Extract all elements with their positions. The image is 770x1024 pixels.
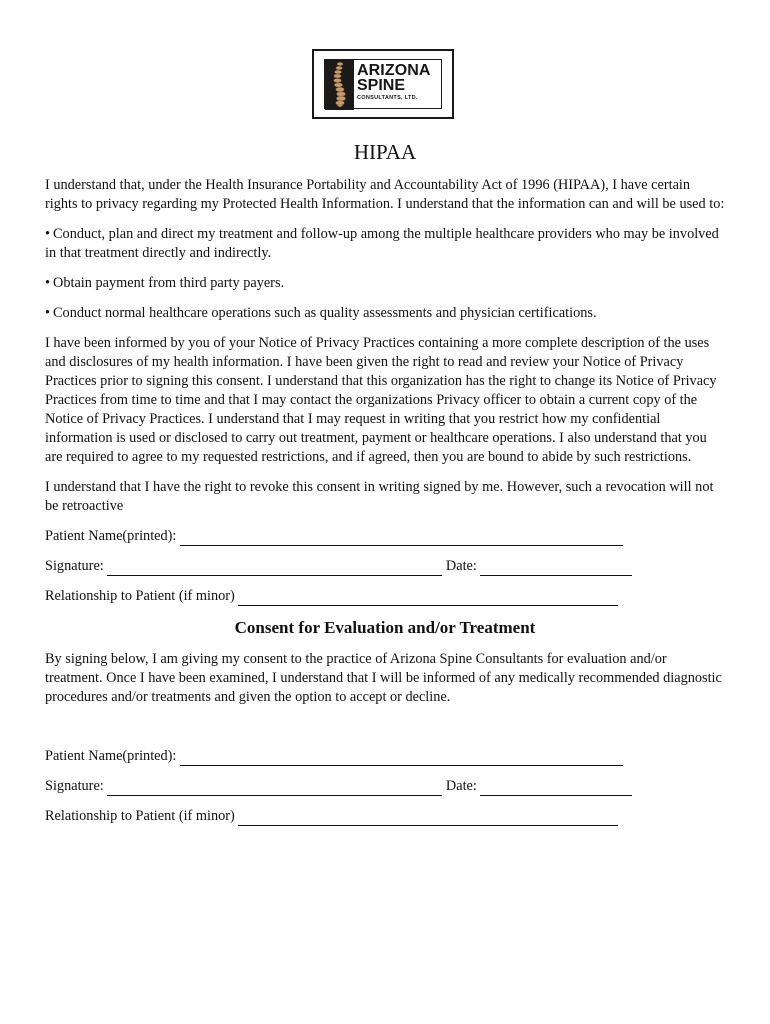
relationship-field-2	[45, 807, 725, 826]
bullet-treatment-text: Conduct, plan and direct my treatment and follow-up among the multiple healthcare providers who may be involved in that treatment directly and indirectly.	[45, 226, 719, 261]
signature-input-line-2[interactable]	[107, 781, 442, 796]
consent-title: Consent for Evaluation and/or Treatment	[234, 618, 536, 637]
logo-line-consultants: CONSULTANTS, LTD.	[357, 95, 418, 101]
spine-icon	[325, 60, 354, 110]
relationship-input-line[interactable]	[238, 591, 618, 606]
patient-name-input-line-2[interactable]	[180, 751, 623, 766]
patient-name-label: Patient Name(printed):	[45, 528, 180, 544]
patient-name-label-2: Patient Name(printed):	[45, 748, 180, 764]
company-logo	[312, 49, 454, 119]
hipaa-title: HIPAA	[353, 140, 417, 164]
bullet-treatment	[45, 225, 725, 263]
signature-input-line[interactable]	[107, 561, 442, 576]
patient-name-field-2	[45, 747, 725, 766]
date-input-line-2[interactable]	[480, 781, 632, 796]
document-body	[45, 140, 725, 837]
hipaa-intro: I understand that, under the Health Insurance Portability and Accountability Act of 1996 (HIPAA), I have certain rights to privacy regarding my Protected Health Information. I understand that the information can and will be used to:	[45, 177, 725, 212]
consent-body: By signing below, I am giving my consent to the practice of Arizona Spine Consultants for evaluation and/or treatment. Once I have been examined, I understand that I will be informed of any medically recommended diagnostic procedures and/or treatments and given the option to accept or decline.	[45, 651, 722, 705]
privacy-notice-paragraph: I have been informed by you of your Notice of Privacy Practices containing a more complete description of the uses and disclosures of my health information. I have been given the right to read and review your Notice of Privacy Practices prior to signing this consent. I understand that this organization has the right to change its Notice of Privacy Practices from time to time and that I may contact the organizations Privacy officer to obtain a current copy of the Notice of Privacy Practices. I understand that I may request in writing that you restrict how my confidential information is used or disclosed to carry out treatment, payment or healthcare operations. I also understand that you are required to agree to my requested restrictions, and if agreed, then you are bound to abide by such restrictions.	[45, 335, 717, 465]
patient-name-field	[45, 527, 725, 546]
date-label: Date:	[442, 558, 481, 574]
signature-label: Signature:	[45, 558, 108, 574]
revoke-paragraph: I understand that I have the right to revoke this consent in writing signed by me. However, such a revocation will not be retroactive	[45, 479, 714, 514]
bullet-payment	[45, 274, 725, 293]
logo-text	[357, 63, 431, 103]
logo-line-spine: SPINE	[357, 77, 406, 94]
bullet-operations-text: Conduct normal healthcare operations such as quality assessments and physician certifications.	[53, 305, 597, 321]
signature-date-field	[45, 557, 725, 576]
patient-name-input-line[interactable]	[180, 531, 623, 546]
signature-date-field-2	[45, 777, 725, 796]
signature-label-2: Signature:	[45, 778, 108, 794]
relationship-label-2: Relationship to Patient (if minor)	[45, 808, 239, 824]
date-input-line[interactable]	[480, 561, 632, 576]
relationship-label: Relationship to Patient (if minor)	[45, 588, 239, 604]
bullet-payment-text: Obtain payment from third party payers.	[53, 275, 285, 291]
date-label-2: Date:	[442, 778, 481, 794]
bullet-operations	[45, 304, 725, 323]
relationship-field	[45, 587, 725, 606]
logo-line-arizona: ARIZONA	[357, 62, 431, 79]
relationship-input-line-2[interactable]	[238, 811, 618, 826]
